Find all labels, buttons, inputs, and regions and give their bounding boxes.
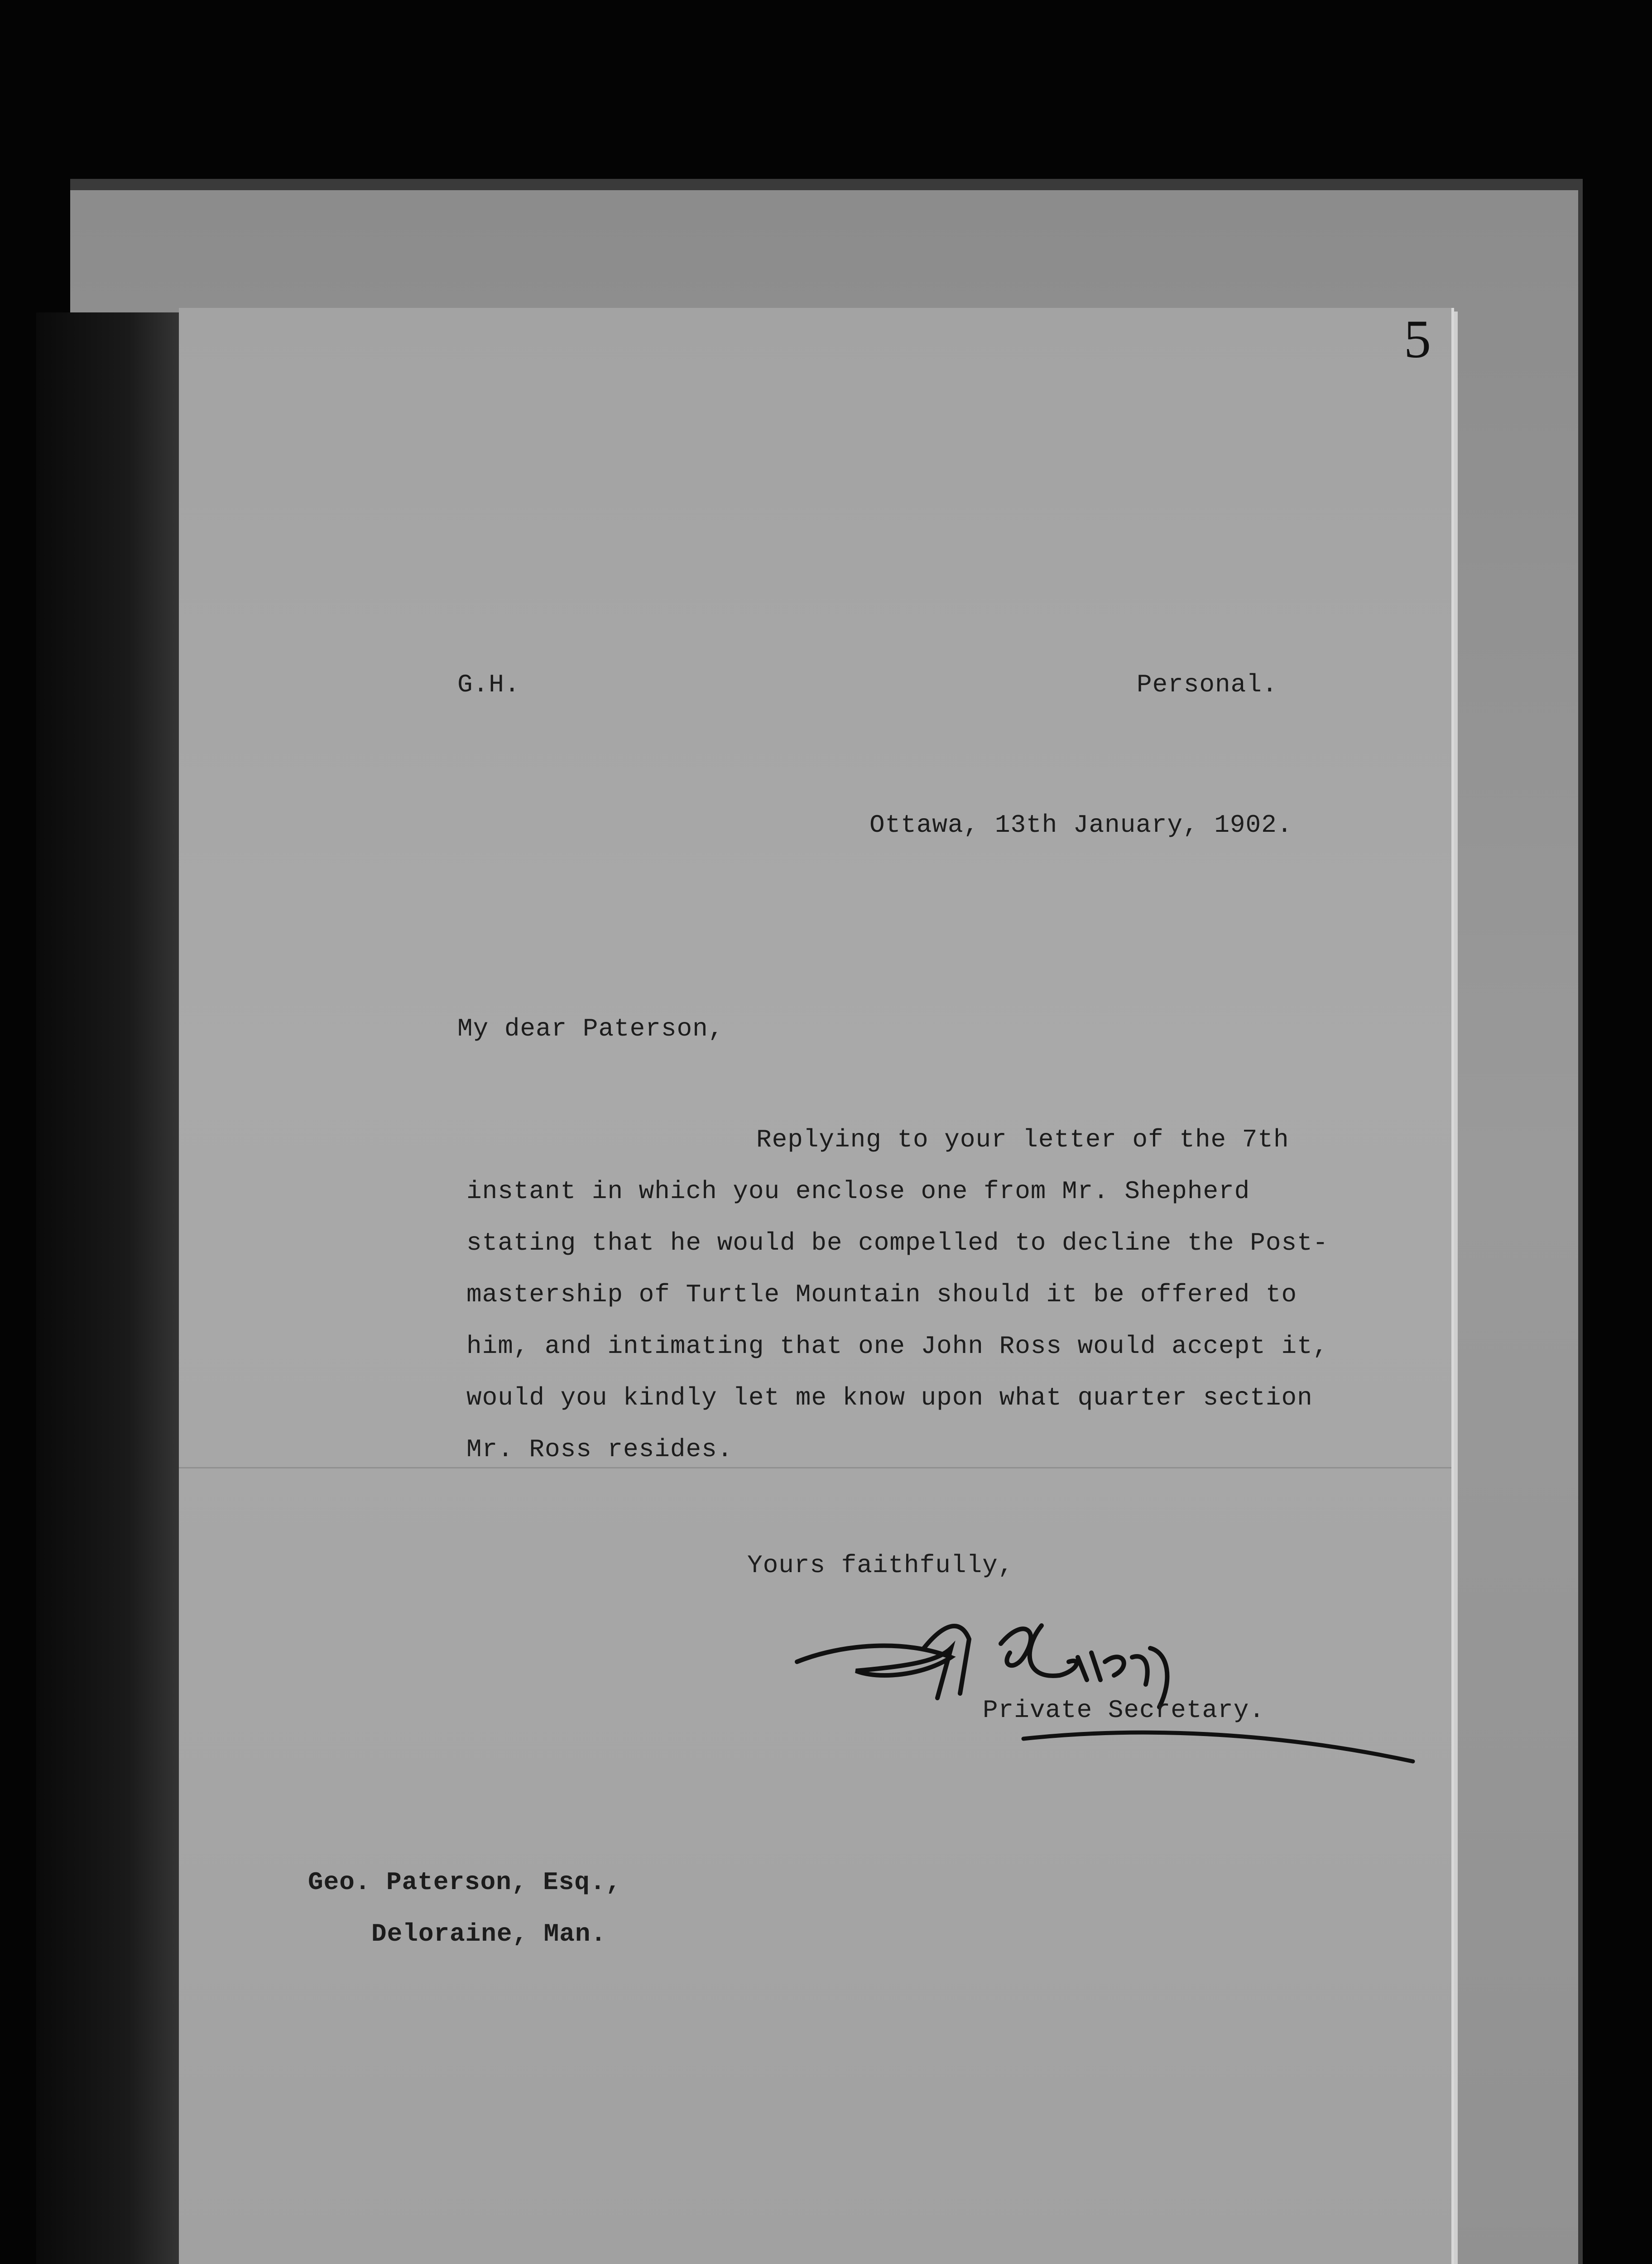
- body-line: stating that he would be compelled to decline the Post-: [466, 1228, 1329, 1257]
- signature-title: Private Secretary.: [983, 1696, 1265, 1725]
- closing: Yours faithfully,: [747, 1551, 1014, 1580]
- header-initials: G.H.: [457, 670, 520, 699]
- body-line: Mr. Ross resides.: [466, 1435, 733, 1464]
- body-line: mastership of Turtle Mountain should it be offered to: [466, 1280, 1297, 1309]
- body-line: Replying to your letter of the 7th: [756, 1125, 1289, 1154]
- header-personal: Personal.: [1137, 670, 1278, 699]
- body-line: him, and intimating that one John Ross would accept it,: [466, 1332, 1329, 1361]
- salutation: My dear Paterson,: [457, 1014, 724, 1043]
- binding-shadow: [36, 312, 190, 2264]
- body-line: would you kindly let me know upon what quarter section: [466, 1383, 1313, 1412]
- place-date: Ottawa, 13th January, 1902.: [869, 811, 1293, 839]
- addressee-name: Geo. Paterson, Esq.,: [308, 1868, 622, 1897]
- paper-fold-line: [179, 1467, 1451, 1468]
- page-number: 5: [1404, 309, 1431, 369]
- body-line: instant in which you enclose one from Mr. Shepherd: [466, 1177, 1250, 1206]
- addressee-place: Deloraine, Man.: [371, 1919, 607, 1948]
